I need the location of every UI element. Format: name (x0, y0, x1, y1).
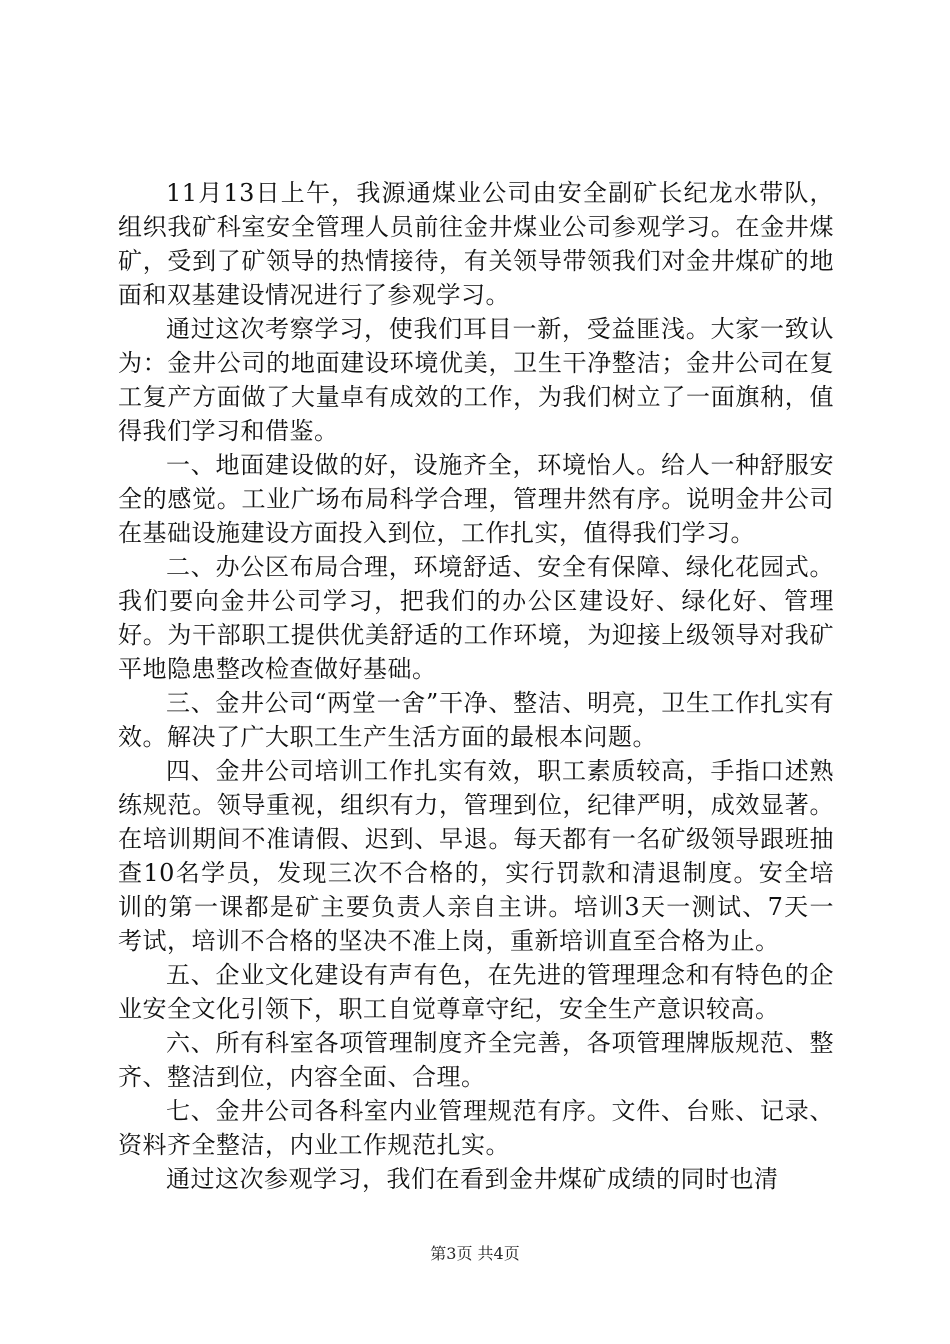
paragraph-point-7: 七、金井公司各科室内业管理规范有序。文件、台账、记录、资料齐全整洁，内业工作规范扎实。 (118, 1097, 834, 1159)
paragraph-point-2: 二、办公区布局合理，环境舒适、安全有保障、绿化花园式。我们要向金井公司学习，把我们的办公区建设好、绿化好、管理好。为干部职工提供优美舒适的工作环境，为迎接上级领导对我矿平地隐患整改检查做好基础。 (118, 553, 834, 683)
paragraph-point-3: 三、金井公司“两堂一舍”干净、整洁、明亮，卫生工作扎实有效。解决了广大职工生产生活方面的最根本问题。 (118, 689, 834, 751)
page-number-label: 第3页 共4页 (430, 1244, 520, 1263)
paragraph-intro: 11月13日上午，我源通煤业公司由安全副矿长纪龙水带队，组织我矿科室安全管理人员前往金井煤业公司参观学习。在金井煤矿，受到了矿领导的热情接待，有关领导带领我们对金井煤矿的地面和双基建设情况进行了参观学习。 (118, 179, 834, 309)
paragraph-conclusion: 通过这次参观学习，我们在看到金井煤矿成绩的同时也清 (166, 1165, 779, 1193)
document-body (118, 176, 834, 1196)
paragraph-point-6: 六、所有科室各项管理制度齐全完善，各项管理牌版规范、整齐、整洁到位，内容全面、合理。 (118, 1029, 834, 1091)
paragraph-summary: 通过这次考察学习，使我们耳目一新，受益匪浅。大家一致认为：金井公司的地面建设环境优美，卫生干净整洁；金井公司在复工复产方面做了大量卓有成效的工作，为我们树立了一面旗䄲，值得我们学习和借鉴。 (118, 315, 834, 445)
paragraph-point-4: 四、金井公司培训工作扎实有效，职工素质较高，手指口述熟练规范。领导重视，组织有力，管理到位，纪律严明，成效显著。在培训期间不准请假、迟到、早退。每天都有一名矿级领导跟班抽查10名学员，发现三次不合格的，实行罚款和清退制度。安全培训的第一课都是矿主要负责人亲自主讲。培训3天一测试、7天一考试，培训不合格的坚决不准上岗，重新培训直至合格为止。 (118, 757, 834, 955)
page-footer (0, 1244, 950, 1264)
paragraph-point-5: 五、企业文化建设有声有色，在先进的管理理念和有特色的企业安全文化引领下，职工自觉尊章守纪，安全生产意识较高。 (118, 961, 834, 1023)
paragraph-point-1: 一、地面建设做的好，设施齐全，环境怡人。给人一种舒服安全的感觉。工业广场布局科学合理，管理井然有序。说明金井公司在基础设施建设方面投入到位，工作扎实，值得我们学习。 (118, 451, 834, 547)
